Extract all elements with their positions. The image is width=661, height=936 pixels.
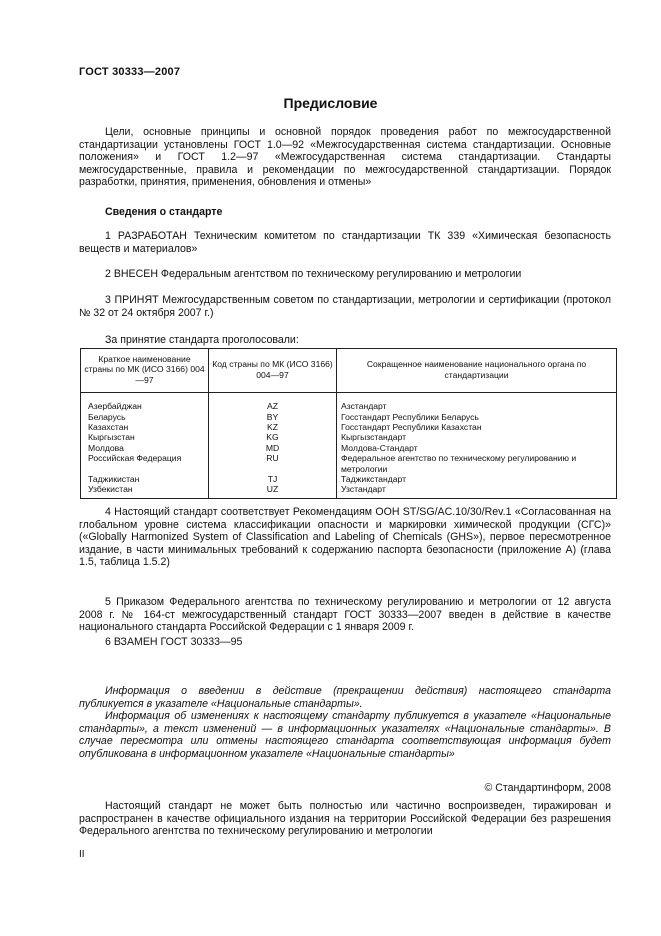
country-name: Российская Федерация [81, 453, 209, 474]
country-name: Кыргызстан [81, 432, 209, 442]
country-code: AZ [209, 393, 337, 412]
item-order: 5 Приказом Федерального агентства по техническому регулированию и метрологии от 12 августа 2008 г. № 164-ст межгосударственный стандарт ГОСТ 30333—2007 введен в действие в качестве национального стандарта Российской Федерации с 1 января 2009 г. [79, 596, 611, 634]
country-code: KG [209, 432, 337, 442]
country-code: BY [209, 412, 337, 422]
page-title: Предисловие [283, 95, 378, 111]
document-id: ГОСТ 30333—2007 [79, 66, 181, 78]
standards-body: Кыргызстандарт [341, 432, 407, 443]
standards-body: Узстандарт [341, 484, 386, 495]
table-row [81, 412, 617, 422]
country-code: TJ [209, 474, 337, 484]
table-header-row [81, 349, 617, 393]
item-developed: 1 РАЗРАБОТАН Техническим комитетом по стандартизации ТК 339 «Химическая безопасность веществ и материалов» [79, 230, 611, 255]
table-row [81, 422, 617, 432]
standards-body: Азстандарт [341, 401, 387, 412]
table-row [81, 393, 617, 412]
header-country-code: Код страны по МК (ИСО 3166) 004—97 [209, 349, 337, 393]
country-name: Казахстан [81, 422, 209, 432]
item-submitted: 2 ВНЕСЕН Федеральным агентством по техническому регулированию и метрологии [105, 268, 522, 280]
standards-body: Федеральное агентство по техническому регулированию и метрологии [341, 453, 577, 474]
intro-text: Цели, основные принципы и основной порядок проведения работ по межгосударственной стандартизации установлены ГОСТ 1.0—92 «Межгосударственная система стандартизации. Основные положения» и ГОСТ 1.2—97 «Межгосударственная система стандартизации. Стандарты межгосударственные, правила и рекомендации по межгосударственной стандартизации. Порядок разработки, принятия, применения, обновления и отмены» [79, 126, 611, 189]
country-code: MD [209, 443, 337, 453]
country-name: Азербайджан [81, 393, 209, 412]
country-code: UZ [209, 484, 337, 498]
table-row [81, 432, 617, 442]
reproduction-notice: Настоящий стандарт не может быть полностью или частично воспроизведен, тиражирован и распространен в качестве официального издания на территории Российской Федерации без разрешения Федерального агентства по техническому регулированию и метрологии [79, 800, 611, 838]
standards-body: Госстандарт Республики Беларусь [341, 411, 479, 422]
standards-body: Госстандарт Республики Казахстан [341, 422, 482, 433]
country-code: RU [209, 453, 337, 474]
item-adopted: 3 ПРИНЯТ Межгосударственным советом по стандартизации, метрологии и сертификации (протокол № 32 от 24 октября 2007 г.) [79, 294, 611, 319]
country-code: KZ [209, 422, 337, 432]
vote-label: За принятие стандарта проголосовали: [105, 334, 299, 346]
table-row [81, 453, 617, 474]
country-name: Беларусь [81, 412, 209, 422]
info-notice [79, 685, 611, 761]
info-notice-line: Информация о введении в действие (прекращении действия) настоящего стандарта публикуется в указателе «Национальные стандарты». [79, 685, 611, 710]
header-standards-body: Сокращенное наименование национального органа по стандартизации [337, 349, 617, 393]
country-name: Таджикистан [81, 474, 209, 484]
table-row [81, 443, 617, 453]
item-replaces: 6 ВЗАМЕН ГОСТ 30333—95 [105, 636, 243, 648]
info-notice-line: Информация об изменениях к настоящему стандарту публикуется в указателе «Национальные стандарты», а текст изменений — в информационных указателях «Национальные стандарты». В случае пересмотра или отмены настоящего стандарта соответствующая информация будет опубликована в информационном указателе «Национальные стандарты» [79, 710, 611, 760]
page-number: II [79, 849, 85, 860]
copyright-notice: © Стандартинформ, 2008 [484, 782, 611, 794]
header-country-name: Краткое наименование страны по МК (ИСО 3166) 004—97 [81, 349, 209, 393]
country-name: Узбекистан [81, 484, 209, 498]
table-row [81, 484, 617, 498]
standards-body: Таджикстандарт [341, 474, 407, 485]
standard-info-heading: Сведения о стандарте [105, 206, 223, 218]
standards-body: Молдова-Стандарт [341, 442, 418, 453]
item-conformance: 4 Настоящий стандарт соответствует Рекомендациям ООН ST/SG/AC.10/30/Rev.1 «Согласованная на глобальном уровне система классификации опасности и маркировки химической продукции (СГС)» («Globally Harmonized System of Classification and Labeling of Chemicals (GHS»), первое пересмотренное издание, в части минимальных требований к содержанию паспорта безопасности (приложение А) (глава 1.5, таблица 1.5.2) [79, 506, 611, 569]
countries-table [80, 348, 617, 499]
country-name: Молдова [81, 443, 209, 453]
table-row [81, 474, 617, 484]
intro-paragraph [79, 126, 611, 189]
